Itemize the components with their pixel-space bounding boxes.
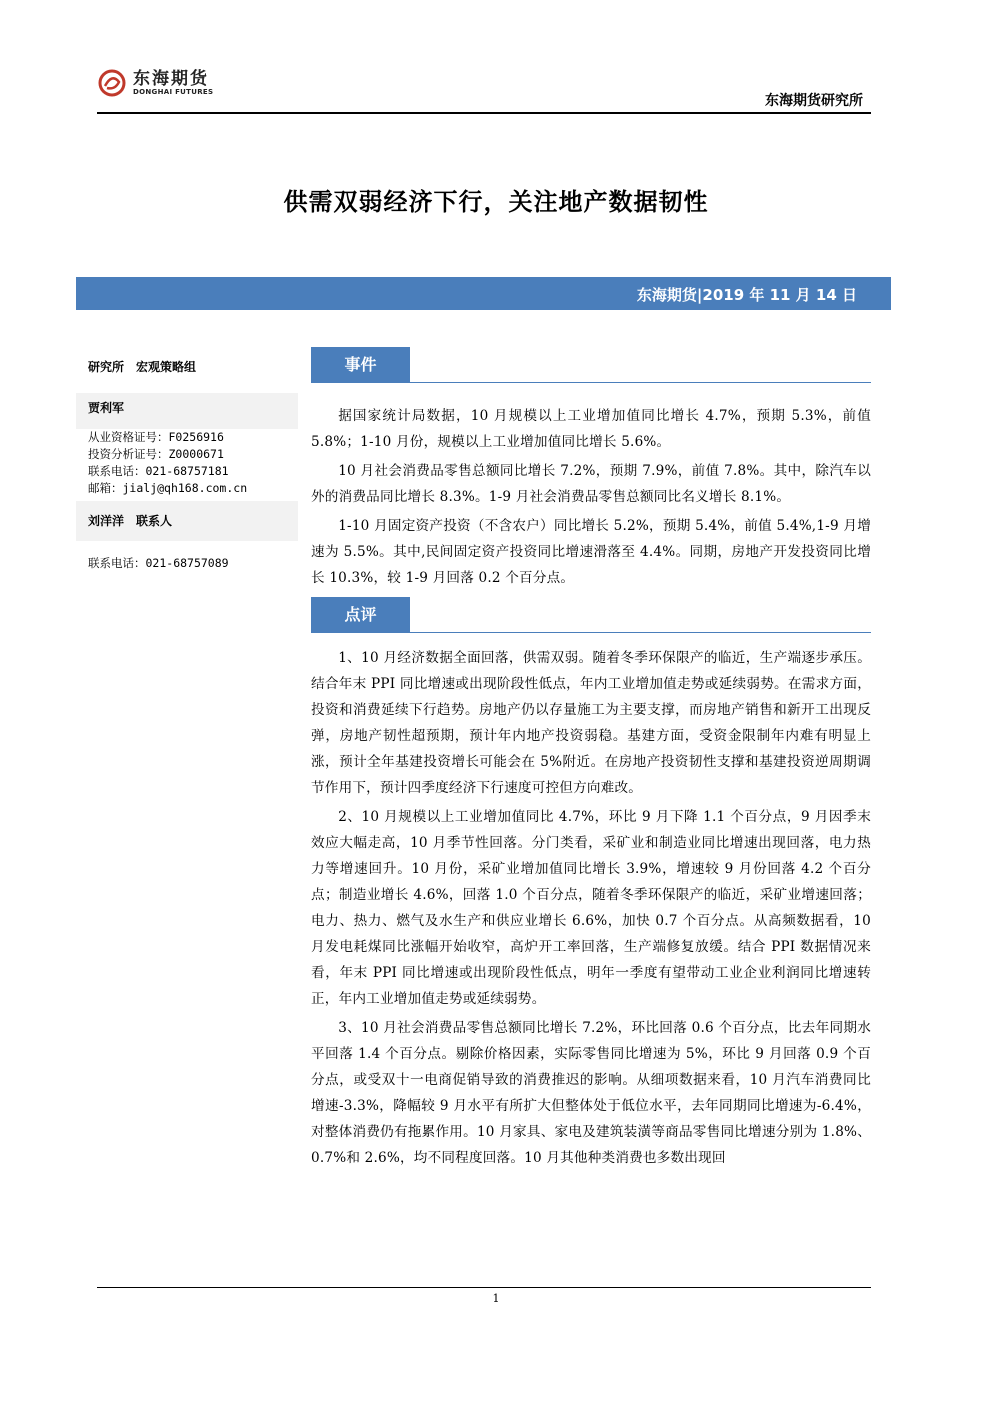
author-sidebar: [76, 350, 298, 571]
logo-english: DONGHAI FUTURES: [133, 88, 214, 96]
event-paragraph: 10 月社会消费品零售总额同比增长 7.2%，预期 7.9%，前值 7.8%。其中，除汽车以外的消费品同比增长 8.3%。1-9 月社会消费品零售总额同比名义增长 8.1%。: [311, 463, 871, 505]
logo-chinese: 东海期货: [133, 69, 209, 89]
comment-paragraph: 2、10 月规模以上工业增加值同比 4.7%，环比 9 月下降 1.1 个百分点，9 月因季末效应大幅走高，10 月季节性回落。分门类看，采矿业和制造业同比增速出现回落，电力热力等增速回升。10 月份，采矿业增加值同比增长 3.9%，增速较 9 月份回落 4.2 个百分点；制造业增长 4.6%，回落 1.0 个百分点，随着冬季环保限产的临近，采矿业增速回落；电力、热力、燃气及水生产和供应业增长 6.6%，加快 0.7 个百分点。从高频数据看，10 月发电耗煤同比涨幅开始收窄，高炉开工率回落，生产端修复放缓。结合 PPI 数据情况来看，年末 PPI 同比增速或出现阶段性低点，明年一季度有望带动工业企业利润同比增速转正，年内工业增加值走势或延续弱势。: [311, 809, 871, 1007]
event-paragraph: 据国家统计局数据，10 月规模以上工业增加值同比增长 4.7%，预期 5.3%，前值 5.8%；1-10 月份，规模以上工业增加值同比增长 5.6%。: [311, 408, 871, 450]
comment-paragraph: 3、10 月社会消费品零售总额同比增长 7.2%，环比回落 0.6 个百分点，比去年同期水平回落 1.4 个百分点。剔除价格因素，实际零售同比增速为 5%，环比 9 月回落 0.9 个百分点，或受双十一电商促销导致的消费推迟的影响。从细项数据来看，10 月汽车消费同比增速-3.3%，降幅较 9 月水平有所扩大但整体处于低位水平，去年同期同比增速为-6.4%，对整体消费仍有拖累作用。10 月家具、家电及建筑装潢等商品零售同比增速分别为 1.8%、0.7%和 2.6%，均不同程度回落。10 月其他种类消费也多数出现回: [311, 1020, 871, 1166]
company-logo: [97, 68, 213, 98]
page-header: [97, 60, 871, 116]
page-number: 1: [492, 1292, 500, 1305]
contact-name: 刘洋洋 联系人: [76, 501, 298, 541]
qualification-cert: 从业资格证号：F0256916: [88, 430, 224, 444]
analysis-cert: 投资分析证号：Z0000671: [88, 447, 224, 461]
header-divider: [97, 112, 871, 114]
report-title: 供需双弱经济下行，关注地产数据韧性: [283, 188, 709, 216]
footer-divider: [97, 1287, 871, 1288]
date-banner: [76, 277, 891, 310]
comment-paragraph: 1、10 月经济数据全面回落，供需双弱。随着冬季环保限产的临近，生产端逐步承压。结合年末 PPI 同比增速或出现阶段性低点，年内工业增加值走势或延续弱势。在需求方面，投资和消费延续下行趋势。房地产仍以存量施工为主要支撑，而房地产销售和新开工出现反弹，房地产韧性超预期，预计年内地产投资弱稳。基建方面，受资金限制年内难有明显上涨，预计全年基建投资增长可能会在 5%附近。在房地产投资韧性支撑和基建投资逆周期调节作用下，预计四季度经济下行速度可控但方向难改。: [311, 650, 871, 796]
dragon-logo-icon: [97, 68, 127, 98]
analyst-phone: 联系电话：021-68757181: [88, 464, 229, 478]
analyst-name: 贾利军: [76, 393, 298, 429]
department: 研究所 宏观策略组: [88, 360, 197, 374]
section-heading-event: 事件: [311, 347, 410, 383]
event-paragraph: 1-10 月固定资产投资（不含农户）同比增长 5.2%，预期 5.4%，前值 5.4%,1-9 月增速为 5.5%。其中,民间固定资产投资同比增速滑落至 4.4%。同期，房地产开发投资同比增长 10.3%，较 1-9 月回落 0.2 个百分点。: [311, 518, 871, 586]
section-heading-comment: 点评: [311, 597, 410, 633]
banner-text: 东海期货|2019 年 11 月 14 日: [636, 286, 857, 304]
analyst-email[interactable]: 邮箱：jialj@qh168.com.cn: [88, 481, 248, 495]
report-body: [311, 347, 871, 1171]
contact-phone: 联系电话：021-68757089: [88, 556, 229, 570]
header-institute: 东海期货研究所: [765, 93, 863, 109]
